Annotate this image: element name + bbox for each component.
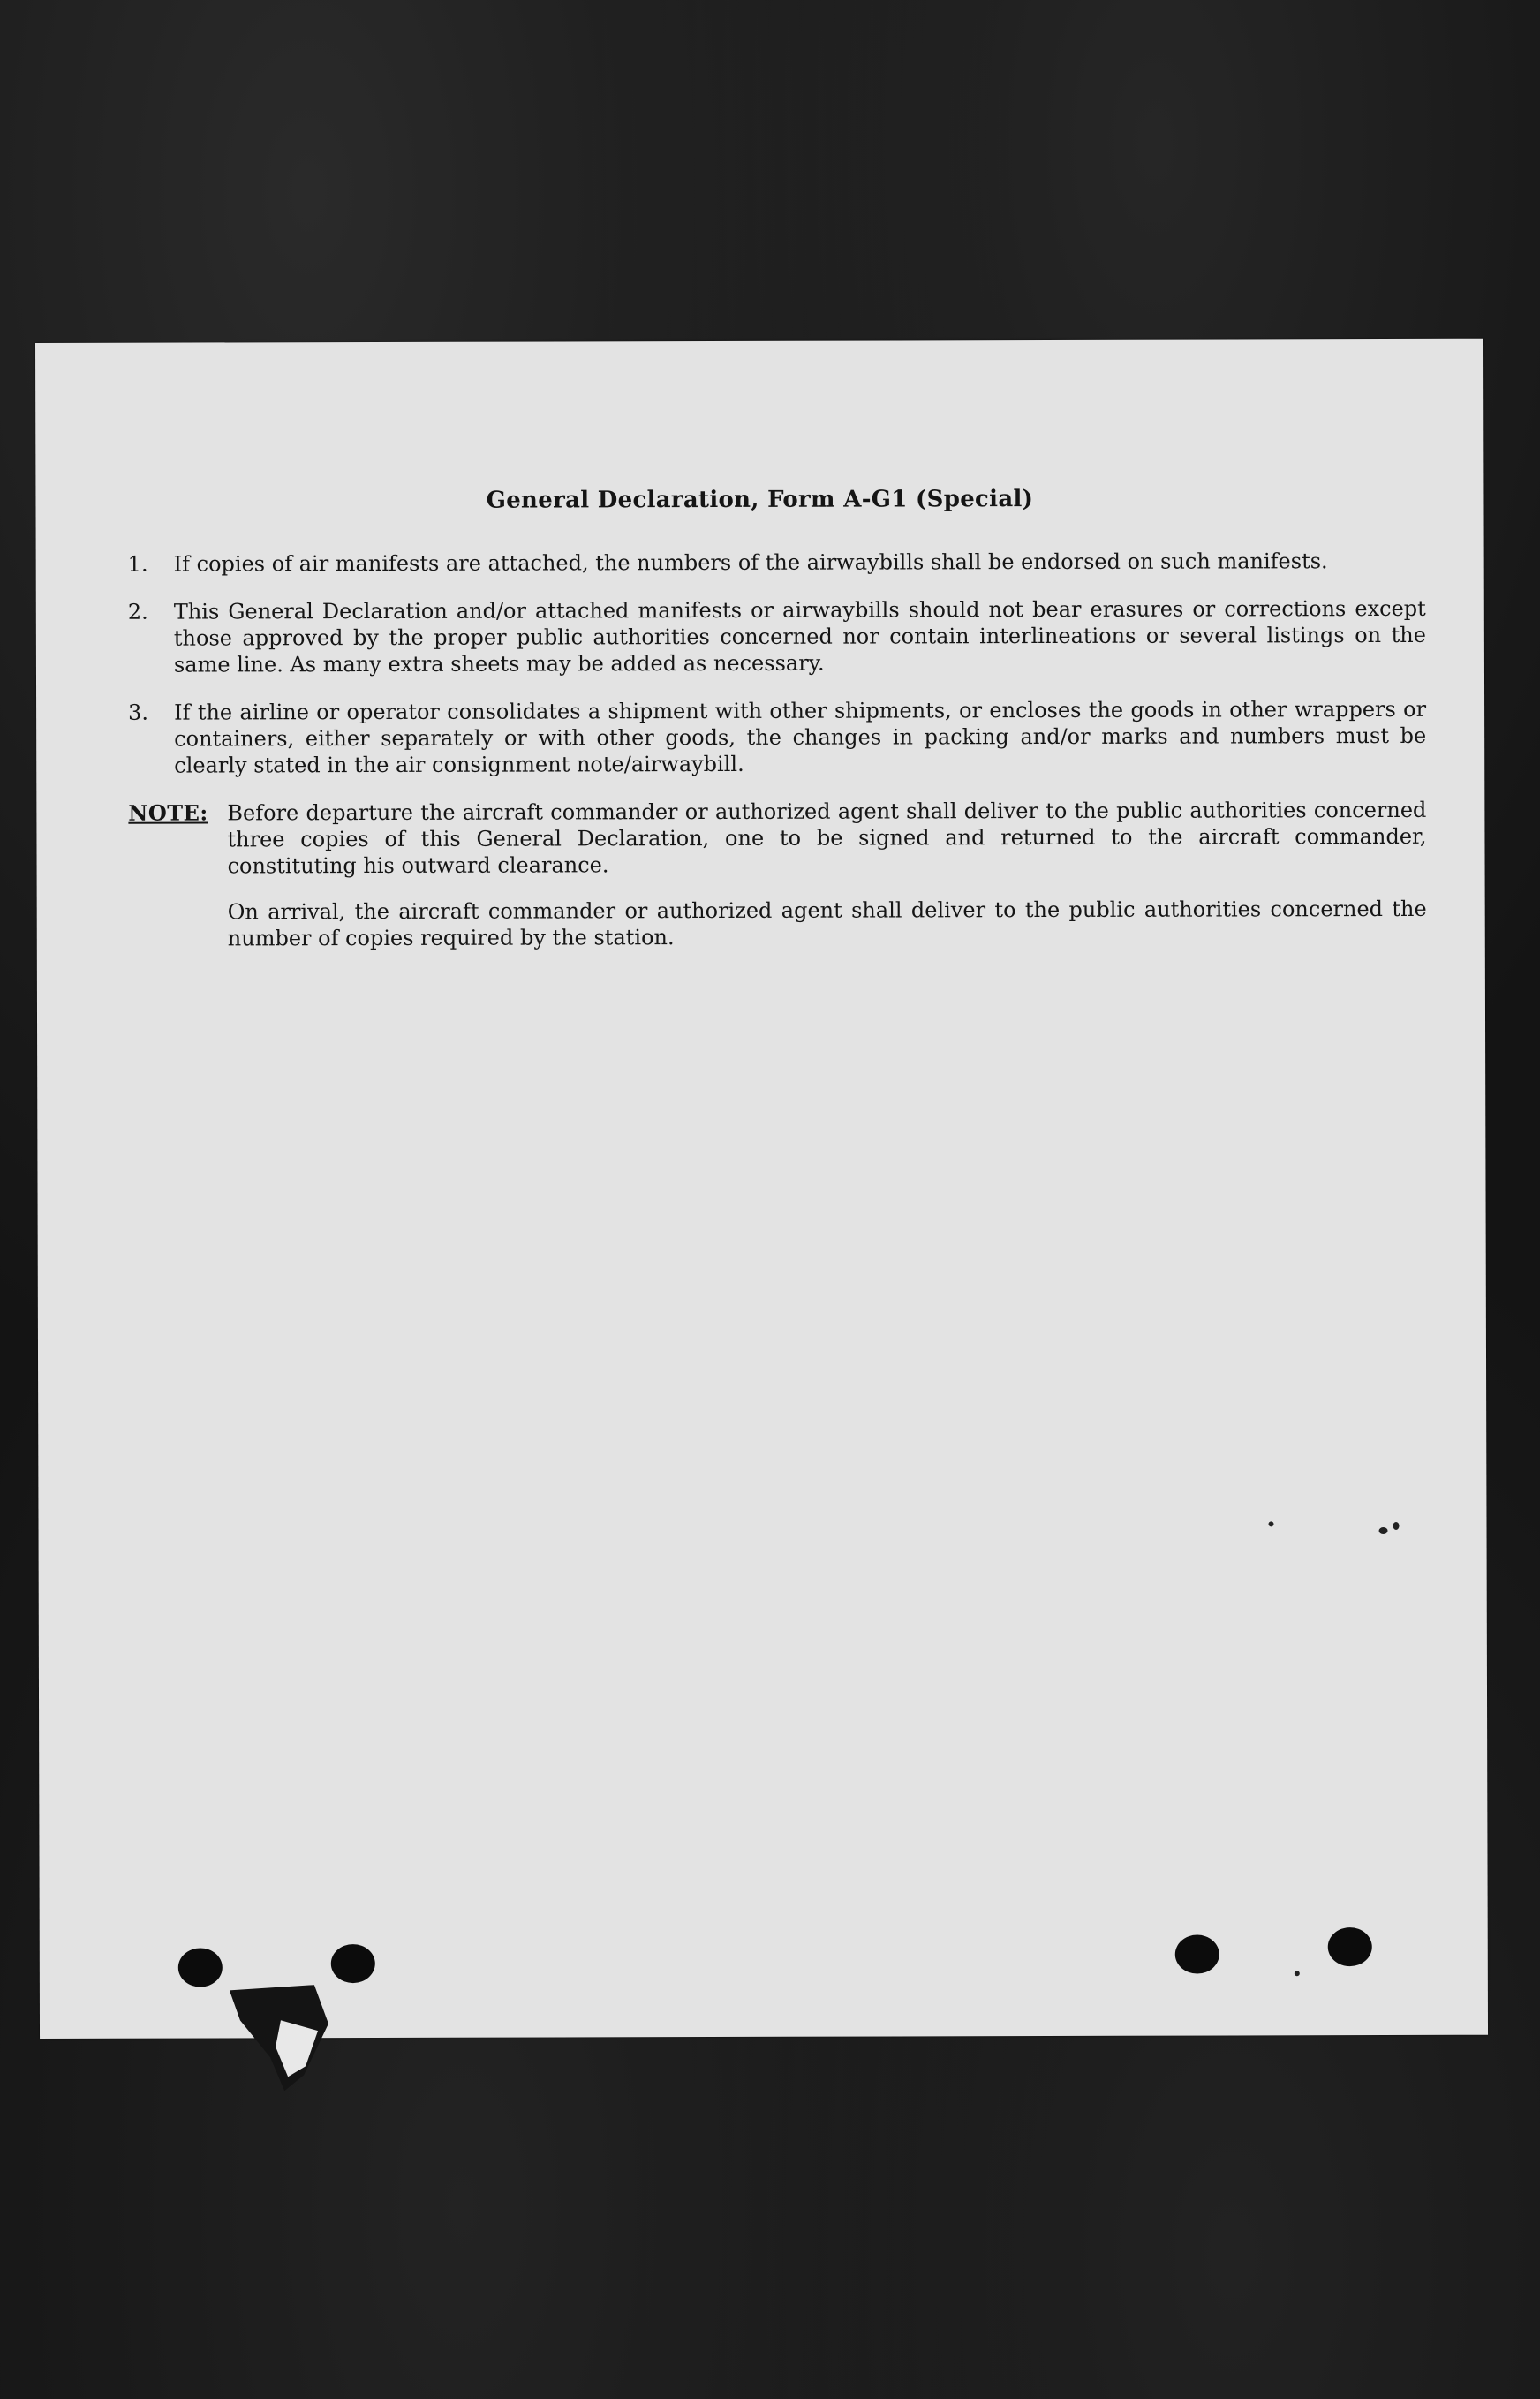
instruction-item-2 — [128, 595, 1426, 678]
note-label: NOTE: — [128, 799, 208, 826]
item-number: 2. — [127, 599, 148, 624]
scan-speck — [1379, 1527, 1388, 1534]
instruction-item-1 — [128, 548, 1426, 578]
torn-paper-mark — [230, 1985, 336, 2091]
item-text: If the airline or operator consolidates a shipment with other shipments, or encloses the goods in other wrappers or containers, either separately or with other goods, the changes in packing and/or marks and numbers must be clearly stated in the air consignment note/airwaybill. — [174, 696, 1427, 778]
note-block — [128, 797, 1426, 880]
note-block-continued — [129, 896, 1427, 952]
punch-hole-left-2 — [331, 1944, 375, 1983]
scan-speck — [1393, 1522, 1400, 1530]
instruction-item-3 — [128, 696, 1426, 779]
punch-hole-right-1 — [1175, 1934, 1219, 1973]
note-paragraph-2: On arrival, the aircraft commander or authorized agent shall deliver to the public authorities concerned the number of copies required by the station. — [227, 896, 1427, 951]
scan-speck — [1295, 1971, 1300, 1976]
note-paragraph-1: Before departure the aircraft commander or authorized agent shall deliver to the public authorities concerned three copies of this General Declaration, one to be signed and returned to the aircraft commander, constituting his outward clearance. — [227, 797, 1427, 879]
punch-hole-right-2 — [1328, 1927, 1372, 1966]
document-page — [35, 339, 1488, 2039]
item-number: 3. — [128, 700, 149, 725]
item-number: 1. — [127, 551, 148, 577]
scan-speck — [1268, 1521, 1273, 1526]
punch-hole-left-1 — [178, 1948, 223, 1987]
document-title: General Declaration, Form A-G1 (Special) — [486, 486, 1034, 514]
item-text: If copies of air manifests are attached, the numbers of the airwaybills shall be endorsed on such manifests. — [173, 549, 1328, 577]
item-text: This General Declaration and/or attached manifests or airwaybills should not bear erasures or corrections except those approved by the proper public authorities concerned nor contain interlineations or several listings on the same line. As many extra sheets may be added as necessary. — [173, 595, 1426, 677]
